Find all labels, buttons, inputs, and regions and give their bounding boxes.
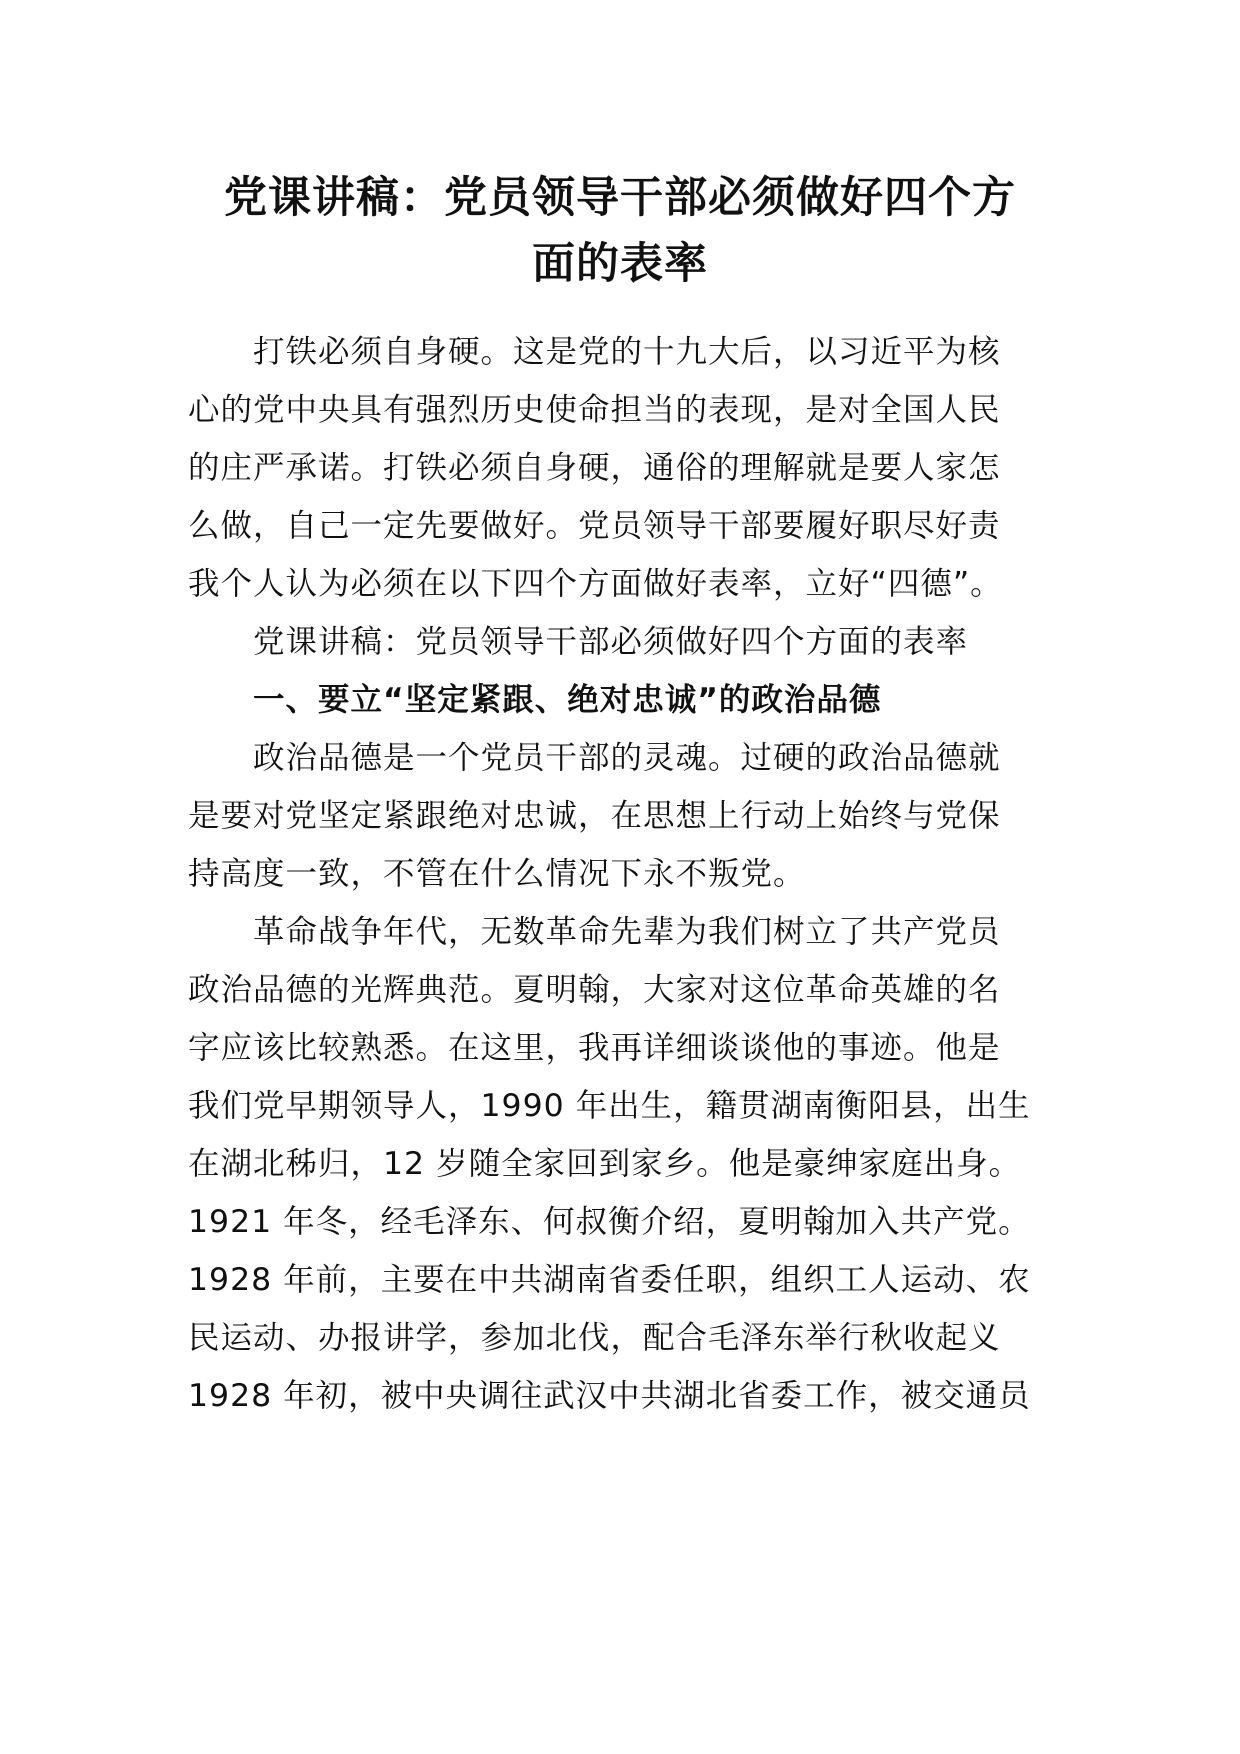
paragraph-line: 是要对党坚定紧跟绝对忠诚，在思想上行动上始终与党保 xyxy=(188,798,1001,834)
paragraph-line: 革命战争年代，无数革命先辈为我们树立了共产党员 xyxy=(253,914,1001,950)
paragraph-line: 在湖北秭归，12 岁随全家回到家乡。他是豪绅家庭出身。 xyxy=(188,1146,1022,1182)
paragraph-line: 1928 年前，主要在中共湖南省委任职，组织工人运动、农 xyxy=(188,1262,1031,1298)
section-heading: 一、要立“坚定紧跟、绝对忠诚”的政治品德 xyxy=(253,682,882,718)
paragraph-line: 持高度一致，不管在什么情况下永不叛党。 xyxy=(188,856,806,892)
paragraph-line: 打铁必须自身硬。这是党的十九大后，以习近平为核 xyxy=(253,334,1001,370)
paragraph-line: 政治品德的光辉典范。夏明翰，大家对这位革命英雄的名 xyxy=(188,972,1001,1008)
paragraph-line: 1928 年初，被中央调往武汉中共湖北省委工作，被交通员 xyxy=(188,1378,1031,1414)
paragraph-line: 的庄严承诺。打铁必须自身硬，通俗的理解就是要人家怎 xyxy=(188,450,1001,486)
paragraph-line: 政治品德是一个党员干部的灵魂。过硬的政治品德就 xyxy=(253,740,1001,776)
paragraph-line: 民运动、办报讲学，参加北伐，配合毛泽东举行秋收起义 xyxy=(188,1320,1001,1356)
paragraph-line: 我们党早期领导人，1990 年出生，籍贯湖南衡阳县，出生 xyxy=(188,1088,1031,1124)
document-title-line-1: 党课讲稿：党员领导干部必须做好四个方 xyxy=(224,173,1016,223)
paragraph-line: 我个人认为必须在以下四个方面做好表率，立好“四德”。 xyxy=(188,566,1003,602)
paragraph-line: 1921 年冬，经毛泽东、何叔衡介绍，夏明翰加入共产党。 xyxy=(188,1204,1031,1240)
paragraph-line: 么做，自己一定先要做好。党员领导干部要履好职尽好责 xyxy=(188,508,1001,544)
paragraph-line: 字应该比较熟悉。在这里，我再详细谈谈他的事迹。他是 xyxy=(188,1030,1001,1066)
paragraph-line: 党课讲稿：党员领导干部必须做好四个方面的表率 xyxy=(253,624,969,660)
document-title-line-2: 面的表率 xyxy=(532,239,708,289)
paragraph-line: 心的党中央具有强烈历史使命担当的表现，是对全国人民 xyxy=(188,392,1001,428)
